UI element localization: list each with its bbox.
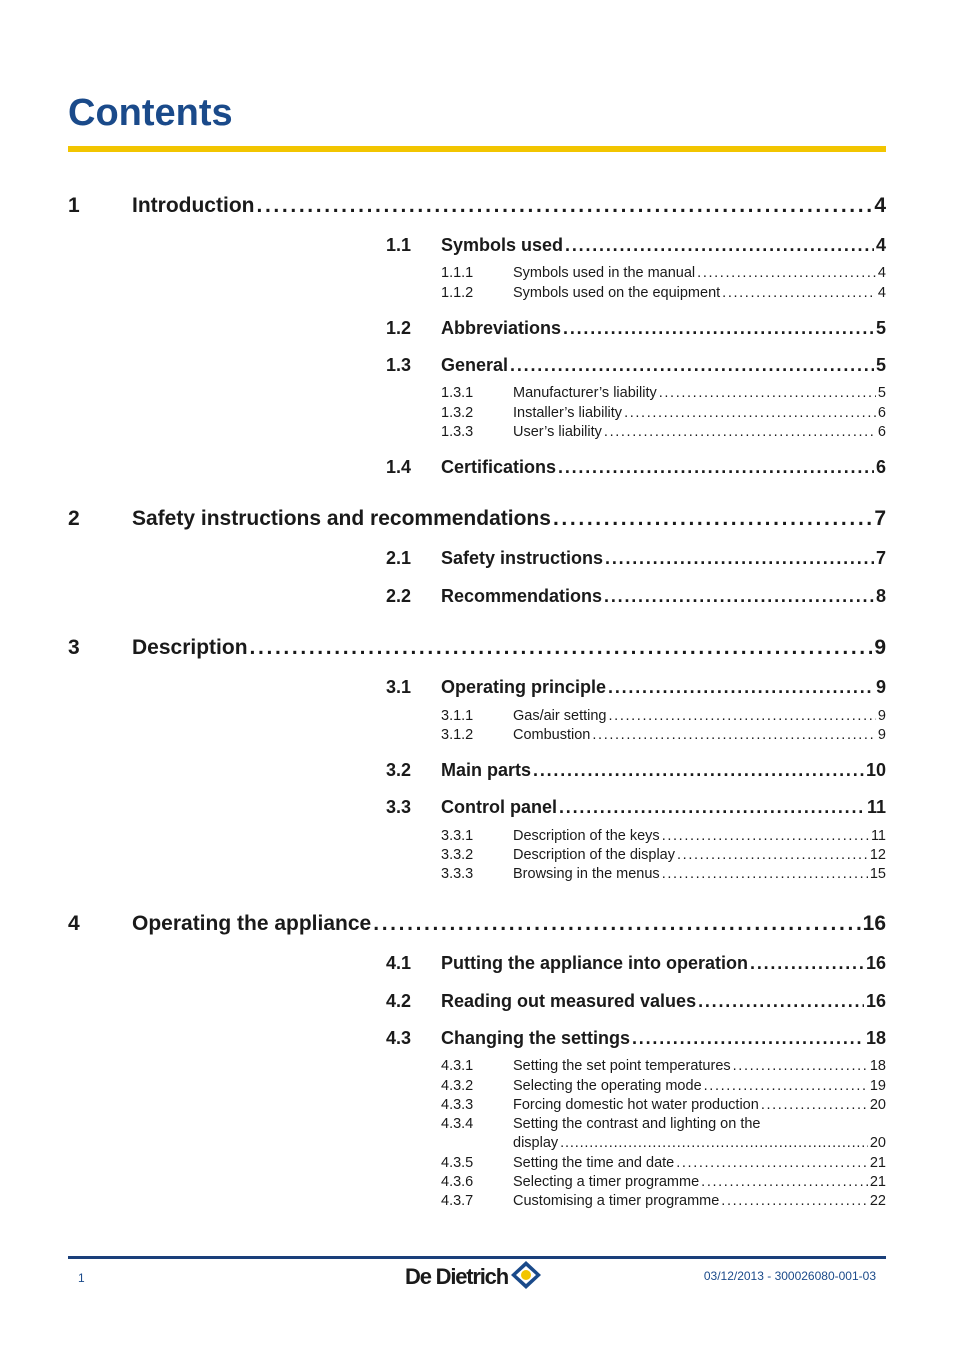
toc-page: 7 <box>874 507 886 530</box>
toc-page: 6 <box>877 424 886 440</box>
toc-leader <box>662 866 868 882</box>
footer-rule <box>68 1256 886 1259</box>
toc-entry-3-3-1[interactable] <box>441 828 886 846</box>
toc-leader <box>563 318 874 339</box>
toc-leader <box>565 235 874 256</box>
toc-entry-4-1[interactable] <box>386 953 886 975</box>
toc-page: 9 <box>877 708 886 724</box>
toc-leader <box>553 507 872 531</box>
toc-number: 4.3.6 <box>441 1174 474 1190</box>
toc-page: 6 <box>877 405 886 421</box>
toc-page: 10 <box>865 760 886 780</box>
toc-leader <box>662 828 869 844</box>
toc-title: Symbols used in the manual <box>513 265 696 281</box>
toc-page: 4 <box>874 194 886 217</box>
toc-entry-2-2[interactable] <box>386 586 886 608</box>
toc-title: General <box>441 355 509 375</box>
toc-leader <box>604 424 876 440</box>
toc-entry-4-3-2[interactable] <box>441 1078 886 1096</box>
toc-leader <box>256 194 872 218</box>
toc-title: Description <box>132 636 248 659</box>
toc-page: 18 <box>865 1028 886 1048</box>
toc-title: Safety instructions <box>441 548 604 568</box>
toc-number: 1.3.2 <box>441 405 474 421</box>
toc-entry-4-3-1[interactable] <box>441 1058 886 1076</box>
toc-title: Customising a timer programme <box>513 1193 720 1209</box>
toc-title: Abbreviations <box>441 318 562 338</box>
toc-page: 5 <box>875 355 886 375</box>
toc-number: 3.3.1 <box>441 828 474 844</box>
toc-leader <box>721 1193 868 1209</box>
toc-leader <box>659 385 876 401</box>
toc-page: 16 <box>865 953 886 973</box>
toc-number: 1.1 <box>386 235 412 255</box>
toc-number: 1 <box>68 194 80 217</box>
toc-entry-2[interactable] <box>68 507 886 533</box>
toc-leader <box>510 355 874 376</box>
toc-title: Installer’s liability <box>513 405 623 421</box>
toc-entry-4-3[interactable] <box>386 1028 886 1050</box>
toc-leader <box>722 285 876 301</box>
toc-entry-4-3-4-continued[interactable] <box>513 1135 886 1153</box>
toc-entry-4[interactable] <box>68 912 886 938</box>
toc-leader <box>558 457 874 478</box>
page-number: 1 <box>78 1271 85 1285</box>
toc-page: 16 <box>862 912 886 935</box>
toc-title: Symbols used <box>441 235 564 255</box>
toc-title: Combustion <box>513 727 591 743</box>
toc-leader <box>373 912 860 936</box>
toc-number: 4.3.7 <box>441 1193 474 1209</box>
toc-page: 12 <box>869 847 886 863</box>
toc-leader <box>604 586 874 607</box>
toc-title: Selecting a timer programme <box>513 1174 700 1190</box>
toc-page: 18 <box>869 1058 886 1074</box>
toc-page: 7 <box>875 548 886 568</box>
toc-entry-1-1[interactable] <box>386 235 886 257</box>
toc-page: 9 <box>875 677 886 697</box>
document-reference: 03/12/2013 - 300026080-001-03 <box>703 1269 876 1283</box>
toc-title: Introduction <box>132 194 255 217</box>
toc-number: 1.3.1 <box>441 385 474 401</box>
toc-title: Browsing in the menus <box>513 866 660 882</box>
toc-entry-4-3-4[interactable] <box>441 1116 886 1134</box>
brand-logo <box>405 1262 542 1292</box>
toc-title: Selecting the operating mode <box>513 1078 702 1094</box>
toc-title: Recommendations <box>441 586 603 606</box>
toc-page: 21 <box>869 1174 886 1190</box>
toc-page: 16 <box>865 991 886 1011</box>
toc-page: 5 <box>877 385 886 401</box>
brand-diamond-icon <box>510 1260 542 1295</box>
toc-leader <box>250 636 873 660</box>
toc-entry-3-2[interactable] <box>386 760 886 782</box>
toc-number: 4.3 <box>386 1028 412 1048</box>
toc-page: 9 <box>874 636 886 659</box>
toc-page: 8 <box>875 586 886 606</box>
toc-number: 4.3.4 <box>441 1116 474 1132</box>
toc-entry-1[interactable] <box>68 194 886 220</box>
toc-entry-4-3-6[interactable] <box>441 1174 886 1192</box>
toc-page: 9 <box>877 727 886 743</box>
toc-number: 4 <box>68 912 80 935</box>
toc-leader <box>677 847 868 863</box>
toc-entry-3-3-2[interactable] <box>441 847 886 865</box>
toc-number: 2.1 <box>386 548 412 568</box>
toc-title: Reading out measured values <box>441 991 697 1011</box>
toc-number: 3.1.2 <box>441 727 474 743</box>
toc-leader <box>701 1174 868 1190</box>
toc-leader <box>632 1028 864 1049</box>
toc-number: 4.3.2 <box>441 1078 474 1094</box>
toc-number: 3.1.1 <box>441 708 474 724</box>
page-title: Contents <box>68 92 233 134</box>
toc-number: 1.4 <box>386 457 412 477</box>
toc-title: Operating principle <box>441 677 607 697</box>
toc-entry-4-3-3[interactable] <box>441 1097 886 1115</box>
toc-page: 19 <box>869 1078 886 1094</box>
toc-entry-3-1[interactable] <box>386 677 886 699</box>
brand-name: De Dietrich <box>405 1264 508 1289</box>
toc-leader <box>592 727 876 743</box>
toc-leader <box>733 1058 868 1074</box>
toc-entry-3-1-2[interactable] <box>441 727 886 745</box>
toc-leader <box>698 991 864 1012</box>
toc-number: 4.2 <box>386 991 412 1011</box>
toc-entry-3[interactable] <box>68 636 886 662</box>
toc-page: 11 <box>870 828 886 844</box>
toc-number: 3 <box>68 636 80 659</box>
toc-page: 5 <box>875 318 886 338</box>
toc-number: 1.3 <box>386 355 412 375</box>
toc-page: 4 <box>877 265 886 281</box>
toc-entry-1-3-2[interactable] <box>441 405 886 423</box>
toc-title: Main parts <box>441 760 532 780</box>
toc-entry-1-1-2[interactable] <box>441 285 886 303</box>
toc-page: 4 <box>875 235 886 255</box>
toc-page: 15 <box>869 866 886 882</box>
toc-page: 6 <box>875 457 886 477</box>
toc-title: Putting the appliance into operation <box>441 953 749 973</box>
toc-page: 22 <box>869 1193 886 1209</box>
toc-entry-3-1-1[interactable] <box>441 708 886 726</box>
toc-number: 3.3.2 <box>441 847 474 863</box>
toc-leader <box>750 953 864 974</box>
toc-title: Safety instructions and recommendations <box>132 507 551 530</box>
toc-entry-3-3[interactable] <box>386 797 886 819</box>
toc-title: Setting the set point temperatures <box>513 1058 731 1074</box>
toc-title: Control panel <box>441 797 557 817</box>
toc-title: Description of the display <box>513 847 675 863</box>
toc-number: 3.2 <box>386 760 412 780</box>
toc-title: Symbols used on the equipment <box>513 285 721 301</box>
toc-page: 11 <box>866 797 886 817</box>
toc-entry-2-1[interactable] <box>386 548 886 570</box>
toc-leader <box>608 677 874 698</box>
toc-title: User’s liability <box>513 424 602 440</box>
toc-number: 1.3.3 <box>441 424 474 440</box>
toc-entry-4-2[interactable] <box>386 991 886 1013</box>
toc-title: Setting the contrast and lighting on the <box>513 1116 761 1132</box>
toc-leader <box>560 1135 868 1151</box>
toc-number: 3.3 <box>386 797 412 817</box>
toc-page: 20 <box>869 1097 886 1113</box>
toc-entry-1-4[interactable] <box>386 457 886 479</box>
toc-title: Setting the time and date <box>513 1155 675 1171</box>
toc-number: 1.1.2 <box>441 285 474 301</box>
toc-title: Forcing domestic hot water production <box>513 1097 759 1113</box>
toc-leader <box>676 1155 868 1171</box>
toc-title-continued: display <box>513 1135 559 1151</box>
toc-number: 1.1.1 <box>441 265 474 281</box>
toc-leader <box>559 797 865 818</box>
toc-leader <box>704 1078 868 1094</box>
toc-number: 3.3.3 <box>441 866 474 882</box>
toc-leader <box>697 265 876 281</box>
toc-entry-1-3[interactable] <box>386 355 886 377</box>
toc-number: 2.2 <box>386 586 412 606</box>
toc-page: 21 <box>869 1155 886 1171</box>
toc-leader <box>605 548 874 569</box>
toc-entry-1-3-3[interactable] <box>441 424 886 442</box>
toc-number: 3.1 <box>386 677 412 697</box>
toc-entry-4-3-7[interactable] <box>441 1193 886 1211</box>
toc-title: Operating the appliance <box>132 912 372 935</box>
toc-number: 4.1 <box>386 953 412 973</box>
toc-title: Manufacturer’s liability <box>513 385 657 401</box>
toc-leader <box>624 405 876 421</box>
toc-number: 1.2 <box>386 318 412 338</box>
toc-leader <box>761 1097 868 1113</box>
toc-title: Certifications <box>441 457 557 477</box>
toc-entry-1-2[interactable] <box>386 318 886 340</box>
toc-entry-1-3-1[interactable] <box>441 385 886 403</box>
toc-title: Changing the settings <box>441 1028 630 1048</box>
toc-leader <box>533 760 864 781</box>
toc-entry-1-1-1[interactable] <box>441 265 886 283</box>
toc-page: 20 <box>869 1135 886 1151</box>
toc-number: 4.3.5 <box>441 1155 474 1171</box>
toc-page: 4 <box>877 285 886 301</box>
toc-title: Description of the keys <box>513 828 660 844</box>
toc-number: 4.3.3 <box>441 1097 474 1113</box>
toc-number: 4.3.1 <box>441 1058 474 1074</box>
toc-entry-4-3-5[interactable] <box>441 1155 886 1173</box>
toc-entry-3-3-3[interactable] <box>441 866 886 884</box>
toc-leader <box>609 708 876 724</box>
toc-title: Gas/air setting <box>513 708 607 724</box>
toc-number: 2 <box>68 507 80 530</box>
